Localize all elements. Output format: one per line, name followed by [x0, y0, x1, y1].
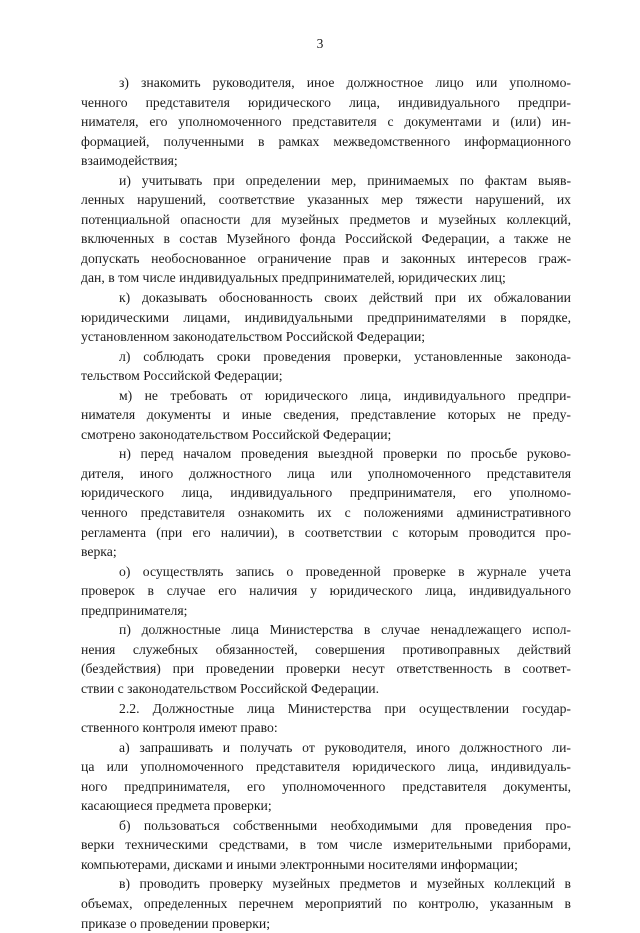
paragraph-line: п) должностные лица Министерства в случае ненадлежащего испол- — [119, 622, 571, 638]
paragraph-line: ца или уполномоченного представителя юридического лица, индивидуаль- — [81, 759, 571, 775]
paragraph-line: б) пользоваться собственными необходимыми для проведения про- — [119, 817, 571, 833]
paragraph-line: смотрено законодательством Российской Федерации; — [81, 426, 392, 442]
paragraph-m — [81, 386, 571, 445]
paragraph-i — [81, 171, 571, 288]
paragraph-line: установленном законодательством Российской Федерации; — [81, 329, 426, 345]
paragraph-o — [81, 562, 571, 621]
paragraph-b — [81, 816, 571, 875]
paragraph-line: юридического лица, индивидуального предпринимателя, его уполномо- — [81, 485, 571, 501]
paragraph-line: ствии с законодательством Российской Федерации. — [81, 680, 379, 696]
paragraph-p — [81, 620, 571, 698]
paragraph-z — [81, 73, 571, 171]
paragraph-line: нения служебных обязанностей, совершения противоправных действий — [81, 641, 571, 657]
paragraph-line: нимателя, его уполномоченного представителя с документами и (или) ин- — [81, 114, 571, 130]
paragraph-line: а) запрашивать и получать от руководителя, иного должностного ли- — [119, 739, 571, 755]
paragraph-line: л) соблюдать сроки проведения проверки, установленные законода- — [119, 348, 571, 364]
paragraph-line: приказе о проведении проверки; — [81, 915, 270, 931]
paragraph-line: верки техническими средствами, в том числе измерительными приборами, — [81, 837, 571, 853]
paragraph-line: компьютерами, дисками и иными электронными носителями информации; — [81, 856, 518, 872]
paragraph-line: дителя, иного должностного лица или уполномоченного представителя — [81, 465, 571, 481]
paragraph-line: проверок в случае его наличия у юридического лица, индивидуального — [81, 583, 571, 599]
paragraph-line: м) не требовать от юридического лица, индивидуального предпри- — [119, 387, 571, 403]
document-body — [81, 73, 571, 933]
paragraph-line: включенных в состав Музейного фонда Российской Федерации, а также не — [81, 231, 571, 247]
paragraph-line: ственного контроля имеют право: — [81, 720, 278, 736]
paragraph-line: нимателя документы и иные сведения, представление которых не преду- — [81, 407, 571, 423]
paragraph-line: в) проводить проверку музейных предметов и музейных коллекций в — [119, 876, 571, 892]
paragraph-line: дан, в том числе индивидуальных предпринимателей, юридических лиц; — [81, 270, 506, 286]
paragraph-l — [81, 347, 571, 386]
paragraph-line: 2.2. Должностные лица Министерства при осуществлении государ- — [119, 700, 571, 716]
paragraph-n — [81, 444, 571, 561]
paragraph-line: о) осуществлять запись о проведенной проверке в журнале учета — [119, 563, 571, 579]
paragraph-line: формацией, полученными в рамках межведомственного информационного — [81, 133, 571, 149]
paragraph-line: ленных нарушений, соответствие указанных мер тяжести нарушений, их — [81, 192, 571, 208]
paragraph-line: касающиеся предмета проверки; — [81, 798, 272, 814]
paragraph-line: и) учитывать при определении мер, принимаемых по фактам выяв- — [119, 172, 571, 188]
paragraph-line: тельством Российской Федерации; — [81, 368, 283, 384]
paragraph-line: ного предпринимателя, его уполномоченного представителя документы, — [81, 778, 571, 794]
paragraph-v — [81, 874, 571, 933]
paragraph-line: к) доказывать обоснованность своих действий при их обжаловании — [119, 290, 571, 306]
paragraph-k — [81, 288, 571, 347]
paragraph-s2_2 — [81, 699, 571, 738]
paragraph-line: допускать необоснованное ограничение прав и законных интересов граж- — [81, 250, 571, 266]
paragraph-line: объемах, определенных перечнем мероприятий по контролю, указанным в — [81, 895, 571, 911]
paragraph-line: (бездействия) при проведении проверки несут ответственность в соответ- — [81, 661, 571, 677]
paragraph-line: юридическими лицами, индивидуальными предпринимателями в порядке, — [81, 309, 571, 325]
paragraph-line: ченного представителя юридического лица, индивидуального предпри- — [81, 94, 571, 110]
paragraph-a — [81, 738, 571, 816]
paragraph-line: ченного представителя ознакомить их с положениями административного — [81, 505, 571, 521]
paragraph-line: регламента (при его наличии), в соответствии с которым проводится про- — [81, 524, 571, 540]
page-number: 3 — [316, 36, 324, 51]
paragraph-line: предпринимателя; — [81, 602, 188, 618]
paragraph-line: потенциальной опасности для музейных предметов и музейных коллекций, — [81, 211, 571, 227]
paragraph-line: з) знакомить руководителя, иное должностное лицо или уполномо- — [119, 75, 571, 90]
paragraph-line: н) перед началом проведения выездной проверки по просьбе руково- — [119, 446, 571, 462]
paragraph-line: верка; — [81, 544, 117, 560]
paragraph-line: взаимодействия; — [81, 153, 178, 169]
